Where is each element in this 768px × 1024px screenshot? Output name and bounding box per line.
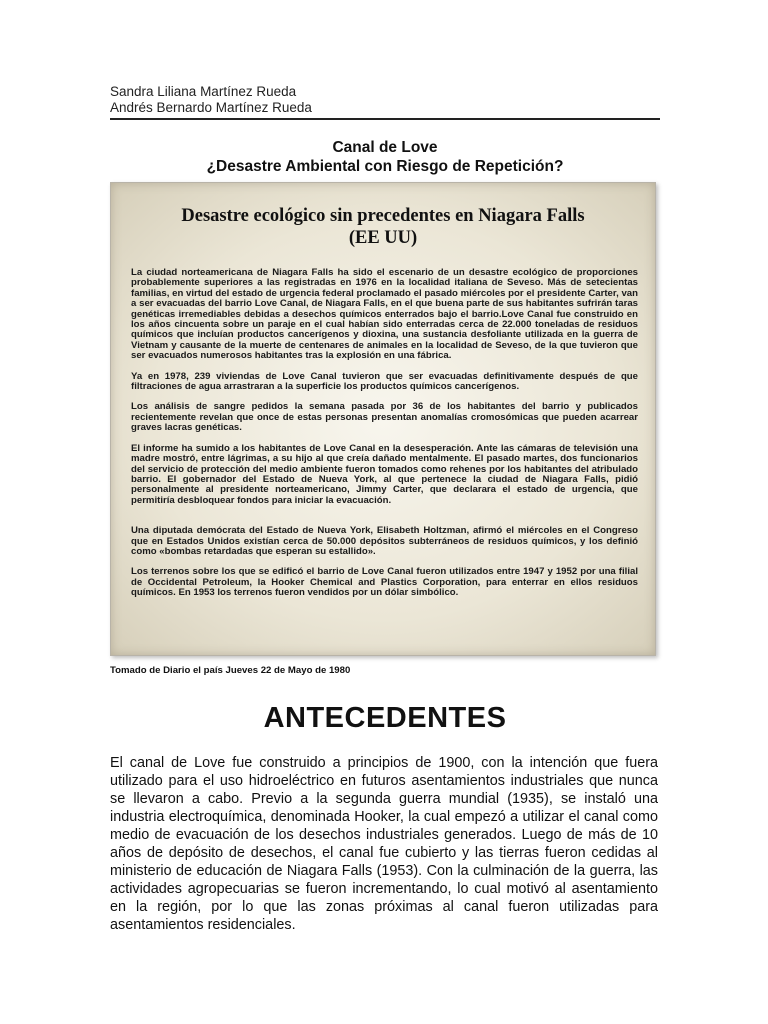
- article-paragraph: Los análisis de sangre pedidos la semana pasada por 36 de los habitantes del barrio y publicados recientemente revelan que once de estas personas presentan anomalías cromosómicas que pueden acarrear graves lacras genéticas.: [131, 401, 638, 434]
- section-body: El canal de Love fue construido a principios de 1900, con la intención que fuera utilizado para el uso hidroeléctrico en futuros asentamientos industriales que nunca se llevaron a cabo. Previo a la segunda guerra mundial (1935), se instaló una industria electroquímica, denominada Hooker, la cual empezó a utilizar el canal como medio de evacuación de los desechos industriales generados. Luego de más de 10 años de depósito de desechos, el canal fue cubierto y las tierras fueron cedidas al ministerio de educación de Niagara Falls (1953). Con la culminación de la guerra, las actividades agropecuarias se fueron incrementando, lo cual motivó al asentamiento en la región, por lo que las zonas próximas al canal fueron utilizadas para asentamientos residenciales.: [110, 755, 658, 933]
- article-paragraph: Una diputada demócrata del Estado de Nueva York, Elisabeth Holtzman, afirmó el miércoles en el Congreso que en Estados Unidos existían cerca de 50.000 depósitos subterráneos de residuos químicos, y los definió como «bombas retardadas que esperan su estallido».: [131, 525, 638, 557]
- source-citation: Tomado de Diario el país Jueves 22 de Mayo de 1980: [110, 665, 351, 676]
- article-body: [131, 268, 638, 609]
- article-paragraph: Los terrenos sobre los que se edificó el barrio de Love Canal fueron utilizados entre 1947 y 1952 por una filial de Occidental Petroleum, la Hooker Chemical and Plastics Corporation, para enterrar en ellos residuos químicos. En 1953 los terrenos fueron vendidos por un dólar simbólico.: [131, 566, 638, 599]
- document-title: Canal de Love: [332, 139, 438, 156]
- author-name: Sandra Liliana Martínez Rueda: [110, 84, 297, 99]
- author-list: [110, 84, 660, 116]
- article-headline: [111, 205, 655, 249]
- document-title-block: [110, 138, 660, 176]
- article-paragraph: La ciudad norteamericana de Niagara Falls ha sido el escenario de un desastre ecológico de proporciones probablemente superiores a las registradas en 1976 en la localidad italiana de Seveso. Más de setecientas familias, en virtud del estado de urgencia federal proclamado el pasado miércoles por el presidente Carter, van a ser evacuadas del barrio Love Canal, de Niagara Falls, en el que buena parte de sus habitantes sufrirán taras genéticas irremediables debidas a desechos químicos enterrados bajo el barrio.Love Canal fue construido en los años cincuenta sobre un paraje en el cual habían sido enterradas cerca de 22.000 toneladas de residuos químicos que incluían productos cancerígenos y dioxina, una sustancia desfoliante utilizada en la guerra de Vietnam y causante de la muerte de centenares de animales en la localidad de Seveso, de la que tuvieron que ser evacuados numerosos habitantes tras la explosión en una fábrica.: [131, 267, 638, 362]
- article-clipping-box: [110, 182, 656, 656]
- article-paragraph: Ya en 1978, 239 viviendas de Love Canal tuvieron que ser evacuadas definitivamente después de que filtraciones de agua arrastraran a la superficie los productos químicos cancerígenos.: [131, 370, 638, 393]
- document-subtitle: ¿Desastre Ambiental con Riesgo de Repetición?: [206, 158, 564, 175]
- article-headline-line: Desastre ecológico sin precedentes en Niagara Falls: [181, 206, 585, 226]
- article-headline-line: (EE UU): [348, 228, 418, 248]
- section-heading: ANTECEDENTES: [263, 702, 507, 734]
- author-name: Andrés Bernardo Martínez Rueda: [110, 100, 312, 115]
- header-divider: [110, 118, 660, 120]
- article-paragraph: El informe ha sumido a los habitantes de Love Canal en la desesperación. Ante las cámaras de televisión una madre mostró, entre lágrimas, a su hijo al que creía dañado mentalmente. El pasado martes, dos funcionarios del servicio de protección del medio ambiente fueron tomados como rehenes por los habitantes del atribulado barrio. El gobernador del Estado de Nueva York, al que pertenece la ciudad de Niagara Falls, pidió personalmente al presidente norteamericano, Jimmy Carter, que declarara el estado de urgencia, que permitiría desbloquear fondos para iniciar la evacuación.: [131, 442, 638, 506]
